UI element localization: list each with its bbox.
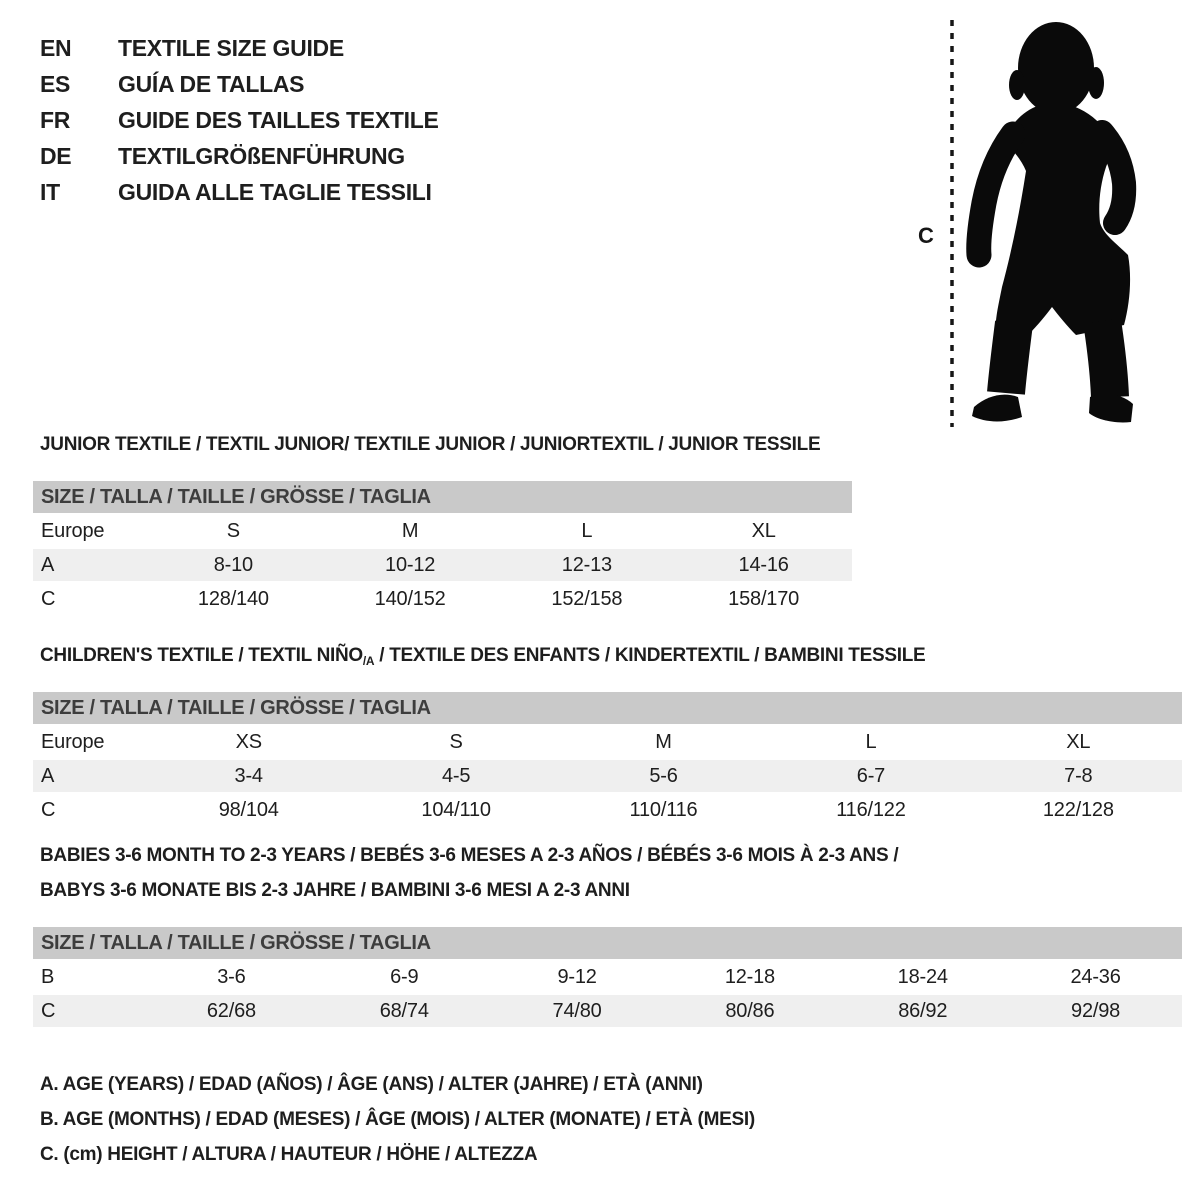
legend-line-b: B. AGE (MONTHS) / EDAD (MESES) / ÂGE (MOIS) / ALTER (MONATE) / ETÀ (MESI) (40, 1109, 755, 1130)
height-figure (900, 15, 1160, 430)
table-cell: 68/74 (379, 999, 429, 1022)
language-label: GUIDE DES TAILLES TEXTILE (118, 106, 439, 133)
table-cell: XL (1066, 730, 1091, 753)
row-label: A (41, 764, 55, 787)
language-label: TEXTILE SIZE GUIDE (118, 34, 344, 61)
table-cell: M (655, 730, 672, 753)
table-row-a (33, 549, 852, 583)
row-label: B (41, 965, 55, 988)
table-cell: 110/116 (629, 798, 698, 821)
children-title-subscript: /A (362, 654, 375, 668)
row-label: Europe (41, 730, 105, 753)
table-cell: 98/104 (218, 798, 279, 821)
table-cell: 140/152 (374, 587, 446, 610)
language-label: GUIDA ALLE TAGLIE TESSILI (118, 178, 432, 205)
table-cell: 12-13 (561, 553, 612, 576)
table-row-c (33, 995, 1182, 1029)
language-label: TEXTILGRÖßENFÜHRUNG (118, 142, 405, 169)
table-cell: 158/170 (728, 587, 800, 610)
table-cell: 4-5 (441, 764, 471, 787)
babies-table-header: SIZE / TALLA / TAILLE / GRÖSSE / TAGLIA (33, 927, 1182, 959)
toddler-silhouette (972, 22, 1133, 422)
language-row-en (40, 30, 439, 66)
children-title-prefix: CHILDREN'S TEXTILE / TEXTIL NIÑO (40, 645, 363, 666)
language-code: FR (40, 106, 71, 133)
row-label: A (41, 553, 55, 576)
table-row-a (33, 760, 1182, 794)
children-table-header: SIZE / TALLA / TAILLE / GRÖSSE / TAGLIA (33, 692, 1182, 724)
table-cell: M (401, 519, 419, 542)
legend-line-a: A. AGE (YEARS) / EDAD (AÑOS) / ÂGE (ANS) / ALTER (JAHRE) / ETÀ (ANNI) (40, 1074, 703, 1095)
table-cell: 62/68 (206, 999, 256, 1022)
row-label: C (41, 798, 56, 821)
table-row-c (33, 583, 852, 617)
babies-size-table (33, 927, 1182, 1029)
table-cell: 116/122 (836, 798, 906, 821)
table-cell: 3-6 (217, 965, 246, 988)
table-cell: S (226, 519, 240, 542)
language-code: IT (40, 178, 60, 205)
table-cell: XL (751, 519, 776, 542)
table-cell: 10-12 (385, 553, 436, 576)
table-cell: L (581, 519, 593, 542)
junior-size-table (33, 481, 852, 617)
table-row-europe (33, 515, 852, 549)
table-cell: 8-10 (213, 553, 253, 576)
language-row-es (40, 66, 439, 102)
table-cell: 122/128 (1042, 798, 1114, 821)
table-cell: 24-36 (1070, 965, 1121, 988)
table-cell: 6-9 (390, 965, 419, 988)
table-row-europe (33, 726, 1182, 760)
table-cell: 92/98 (1071, 999, 1121, 1022)
table-cell: 12-18 (724, 965, 775, 988)
table-cell: 7-8 (1064, 764, 1093, 787)
table-cell: 80/86 (725, 999, 775, 1022)
table-cell: XS (235, 730, 262, 753)
language-row-fr (40, 102, 439, 138)
language-row-it (40, 174, 439, 210)
table-row-c (33, 794, 1182, 828)
language-row-de (40, 138, 439, 174)
table-cell: 86/92 (898, 999, 948, 1022)
row-label: C (41, 999, 56, 1022)
table-cell: 6-7 (856, 764, 886, 787)
row-label: C (41, 587, 56, 610)
children-section-title (40, 645, 925, 668)
height-c-label: C (918, 223, 934, 248)
table-cell: 3-4 (234, 764, 263, 787)
language-code: DE (40, 142, 72, 169)
table-cell: L (865, 730, 877, 753)
legend-line-c: C. (cm) HEIGHT / ALTURA / HAUTEUR / HÖHE / ALTEZZA (40, 1144, 538, 1165)
children-size-table (33, 692, 1182, 828)
toddler-figure-svg (900, 15, 1160, 430)
language-code: EN (40, 34, 72, 61)
language-header (40, 30, 439, 210)
table-cell: 128/140 (197, 587, 269, 610)
junior-table-header: SIZE / TALLA / TAILLE / GRÖSSE / TAGLIA (33, 481, 852, 513)
table-cell: 152/158 (551, 587, 623, 610)
children-title-suffix: / TEXTILE DES ENFANTS / KINDERTEXTIL / BAMBINI TESSILE (374, 645, 926, 666)
junior-section-title: JUNIOR TEXTILE / TEXTIL JUNIOR/ TEXTILE JUNIOR / JUNIORTEXTIL / JUNIOR TESSILE (40, 434, 821, 455)
language-label: GUÍA DE TALLAS (118, 70, 305, 97)
babies-section-title-line1: BABIES 3-6 MONTH TO 2-3 YEARS / BEBÉS 3-6 MESES A 2-3 AÑOS / BÉBÉS 3-6 MOIS À 2-3 ANS / (40, 845, 899, 866)
language-code: ES (40, 70, 71, 97)
table-cell: S (449, 730, 463, 753)
table-cell: 74/80 (552, 999, 602, 1022)
table-cell: 18-24 (897, 965, 948, 988)
table-cell: 9-12 (557, 965, 597, 988)
table-cell: 14-16 (738, 553, 789, 576)
table-row-b (33, 961, 1182, 995)
babies-section-title-line2: BABYS 3-6 MONATE BIS 2-3 JAHRE / BAMBINI 3-6 MESI A 2-3 ANNI (40, 880, 630, 901)
table-cell: 104/110 (421, 798, 491, 821)
table-cell: 5-6 (649, 764, 678, 787)
row-label: Europe (41, 519, 105, 542)
